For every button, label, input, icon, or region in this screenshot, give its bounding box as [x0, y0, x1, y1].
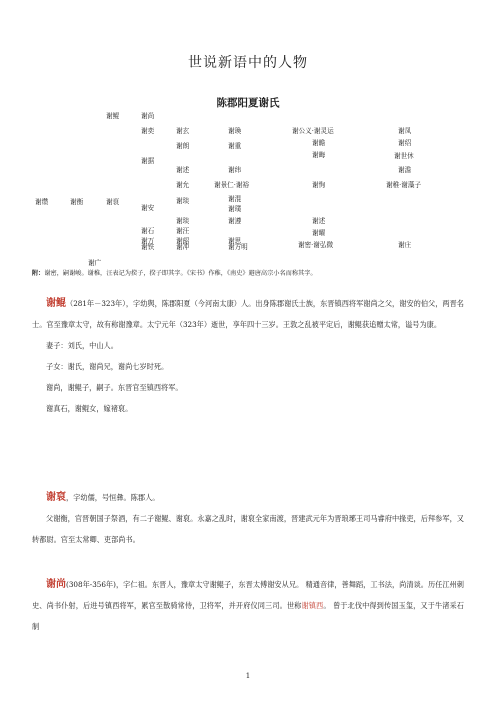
tree-name: 谢奕 — [141, 127, 155, 135]
tree-name: 谢广 — [88, 259, 102, 267]
tree-name: 谢据 — [141, 157, 155, 165]
tree-name: 谢景仁·谢裕 — [214, 181, 250, 189]
tree-name: 谢述 — [176, 166, 190, 174]
tree-name: 谢恂 — [312, 181, 326, 189]
section-heading: 谢鲲 — [46, 298, 67, 309]
tree-name: 谢密·谢弘微 — [298, 241, 334, 249]
tree-name: 谢遵 — [228, 217, 242, 225]
tree-name: 谢汪 — [176, 227, 190, 235]
tree-name: 谢裒 — [106, 198, 120, 206]
tree-name: 谢缵 — [35, 198, 49, 206]
tree-name: 谢冲 — [176, 243, 190, 251]
tree-name: 谢允 — [176, 181, 190, 189]
tree-name: 谢铁 — [141, 243, 155, 251]
section-body: ，字仁祖。东晋人，豫章太守谢鲲子，东晋太傅谢安从兄。 精通音律，善舞蹈，工书法，尚清谈。历任江州刺史、尚书仆射，后进号镇西将军，累官至散骑常侍，卫将军，并开府仪同三司。世称 — [32, 580, 464, 610]
section-line: 父谢衡，官晋朝国子祭酒，有二子谢鲲、谢裒。永嘉之乱时，谢裒全家南渡，晋建武元年为晋琅琊王司马睿府中掾吏，后拜参军，又转都尉。官至太常卿、吏部尚书。 — [32, 514, 464, 544]
section-line: 谢尚，谢鲲子，嗣子。东晋官至镇西将军。 — [46, 383, 183, 392]
tree-name: 谢绍 — [398, 139, 412, 147]
section-line: 妻子：刘氏，中山人。 — [46, 341, 118, 350]
tree-name: 谢思 — [228, 237, 242, 245]
tree-name: 谢尚 — [141, 112, 155, 120]
tree-name: 谢凤 — [398, 127, 412, 135]
tree-name: 谢琰 — [176, 217, 190, 225]
tree-name: 谢琰 — [176, 197, 190, 205]
note-label: 附： — [32, 270, 45, 277]
section-heading: 谢尚 — [46, 579, 67, 590]
heading-dates: (308年-356年) — [66, 580, 116, 589]
section-body: ，字幼儒，号恒彝。陈郡人。 — [66, 493, 160, 502]
tree-name: 谢韶 — [176, 237, 190, 245]
section-line: 子女：谢氏，谢尚兄，谢尚七岁时死。 — [46, 362, 169, 371]
note-text: 谢密，嗣谢峻。谢稚，汪表记为揆子，揆子即其字。《宋书》作稚，《南史》避唐高宗小名而称其字。 — [44, 270, 317, 277]
tree-name: 谢澹 — [398, 166, 412, 174]
appendix-note — [32, 268, 472, 277]
xie-zhenxi-link[interactable]: 谢镇西 — [301, 601, 324, 610]
tree-name: 谢鲲 — [106, 112, 120, 120]
section-xie-kun — [32, 293, 464, 419]
section-xie-shang — [32, 574, 464, 637]
tree-name: 谢纬 — [228, 166, 242, 174]
tree-name: 谢公义·谢灵运 — [292, 127, 334, 135]
page-number: 1 — [245, 672, 251, 680]
tree-name: 谢璞 — [228, 205, 242, 213]
tree-name: 谢曜 — [312, 229, 326, 237]
section-body: 。 曾于北伐中得到传国玉玺，又于牛渚采石制 — [32, 601, 464, 631]
tree-name: 谢庄 — [398, 241, 412, 249]
tree-name: 谢瑍 — [228, 127, 242, 135]
page-subtitle: 陈郡阳夏谢氏 — [216, 97, 280, 109]
tree-name: 谢世休 — [394, 152, 414, 160]
tree-name: 谢稚·谢藻子 — [386, 181, 422, 189]
section-heading: 谢裒 — [46, 492, 66, 503]
tree-name: 谢述 — [312, 217, 326, 225]
tree-name: 谢晦 — [312, 151, 326, 159]
tree-name: 谢万 — [141, 237, 155, 245]
section-xie-pou — [32, 487, 464, 550]
tree-name: 谢方明 — [228, 243, 248, 251]
tree-name: 谢瞻 — [312, 139, 326, 147]
tree-name: 谢重 — [228, 142, 242, 150]
tree-name: 谢朗 — [176, 142, 190, 150]
tree-name: 谢衡 — [70, 198, 84, 206]
tree-name: 谢混 — [228, 195, 242, 203]
tree-name: 谢玄 — [176, 127, 190, 135]
section-line: 谢真石，谢鲲女，嫁褚裒。 — [46, 404, 133, 413]
section-body: ，字幼舆，陈郡阳夏（今河南太康）人。出身陈郡谢氏士族，东晋镇西将军谢尚之父，谢安的伯父，两晋名士。官至豫章太守，故有称谢豫章。太宁元年（323年）逝世，享年四十三岁。王敦之乱被平定后，谢鲲获追赠太常，谥号为康。 — [32, 299, 464, 329]
tree-name: 谢安 — [141, 204, 155, 212]
heading-dates: （281年－323年） — [66, 299, 126, 308]
page-title: 世说新语中的人物 — [188, 55, 308, 71]
tree-name: 谢石 — [141, 227, 155, 235]
